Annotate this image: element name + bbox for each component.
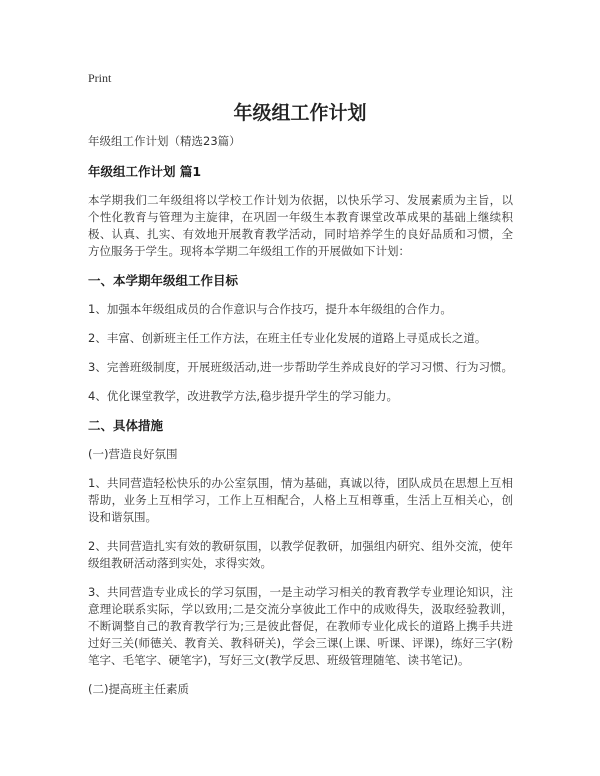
goal-item-1: 1、加强本年级组成员的合作意识与合作技巧，提升本年级组的合作力。 bbox=[88, 302, 452, 316]
intro-paragraph: 本学期我们二年级组将以学校工作计划为依据，以快乐学习、发展素质为主旨，以个性化教育与管理为主旋律，在巩固一年级生本教育课堂改革成果的基础上继续积极、认真、扎实、有效地开展教育教学活动，同时培养学生的良好品质和习惯，全方位服务于学生。现将本学期二年级组工作的开展做如下计划： bbox=[88, 193, 513, 258]
print-label[interactable]: Print bbox=[88, 71, 112, 85]
page-title: 年级组工作计划 bbox=[233, 102, 367, 124]
goal-item-3: 3、完善班级制度，开展班级活动,进一步帮助学生养成良好的学习习惯、行为习惯。 bbox=[88, 360, 513, 374]
document-subtitle: 年级组工作计划（精选23篇） bbox=[88, 134, 241, 148]
sub-heading-atmosphere: (一)营造良好氛围 bbox=[88, 447, 178, 461]
measure-item-1: 1、共同营造轻松快乐的办公室氛围，情为基础，真诚以待，团队成员在思想上互相帮助，业务上互相学习，工作上互相配合，人格上互相尊重，生活上互相关心，创设和谐氛围。 bbox=[88, 476, 513, 524]
goal-item-2: 2、丰富、创新班主任工作方法，在班主任专业化发展的道路上寻觅成长之道。 bbox=[88, 331, 487, 345]
heading-measures: 二、具体措施 bbox=[88, 418, 164, 433]
goal-item-4: 4、优化课堂教学，改进教学方法,稳步提升学生的学习能力。 bbox=[88, 389, 398, 403]
measure-item-2: 2、共同营造扎实有效的教研氛围，以教学促教研，加强组内研究、组外交流，使年级组教研活动落到实处，求得实效。 bbox=[88, 539, 513, 570]
sub-heading-teacher-quality: (二)提高班主任素质 bbox=[88, 682, 189, 696]
section-title: 年级组工作计划 篇1 bbox=[88, 164, 202, 179]
heading-goals: 一、本学期年级组工作目标 bbox=[88, 273, 239, 288]
measure-item-3: 3、共同营造专业成长的学习氛围，一是主动学习相关的教育教学专业理论知识，注意理论联系实际，学以致用;二是交流分享彼此工作中的成败得失，汲取经验教训，不断调整自己的教育教学行为;三是彼此督促，在教师专业化成长的道路上携手共进过好三关(师德关、教育关、教科研关)，学会三课(上课、听课、评课)，练好三字(粉笔字、毛笔字、硬笔字)，写好三文(教学反思、班级管理随笔、读书笔记)。 bbox=[88, 585, 513, 667]
document-body bbox=[88, 133, 513, 710]
